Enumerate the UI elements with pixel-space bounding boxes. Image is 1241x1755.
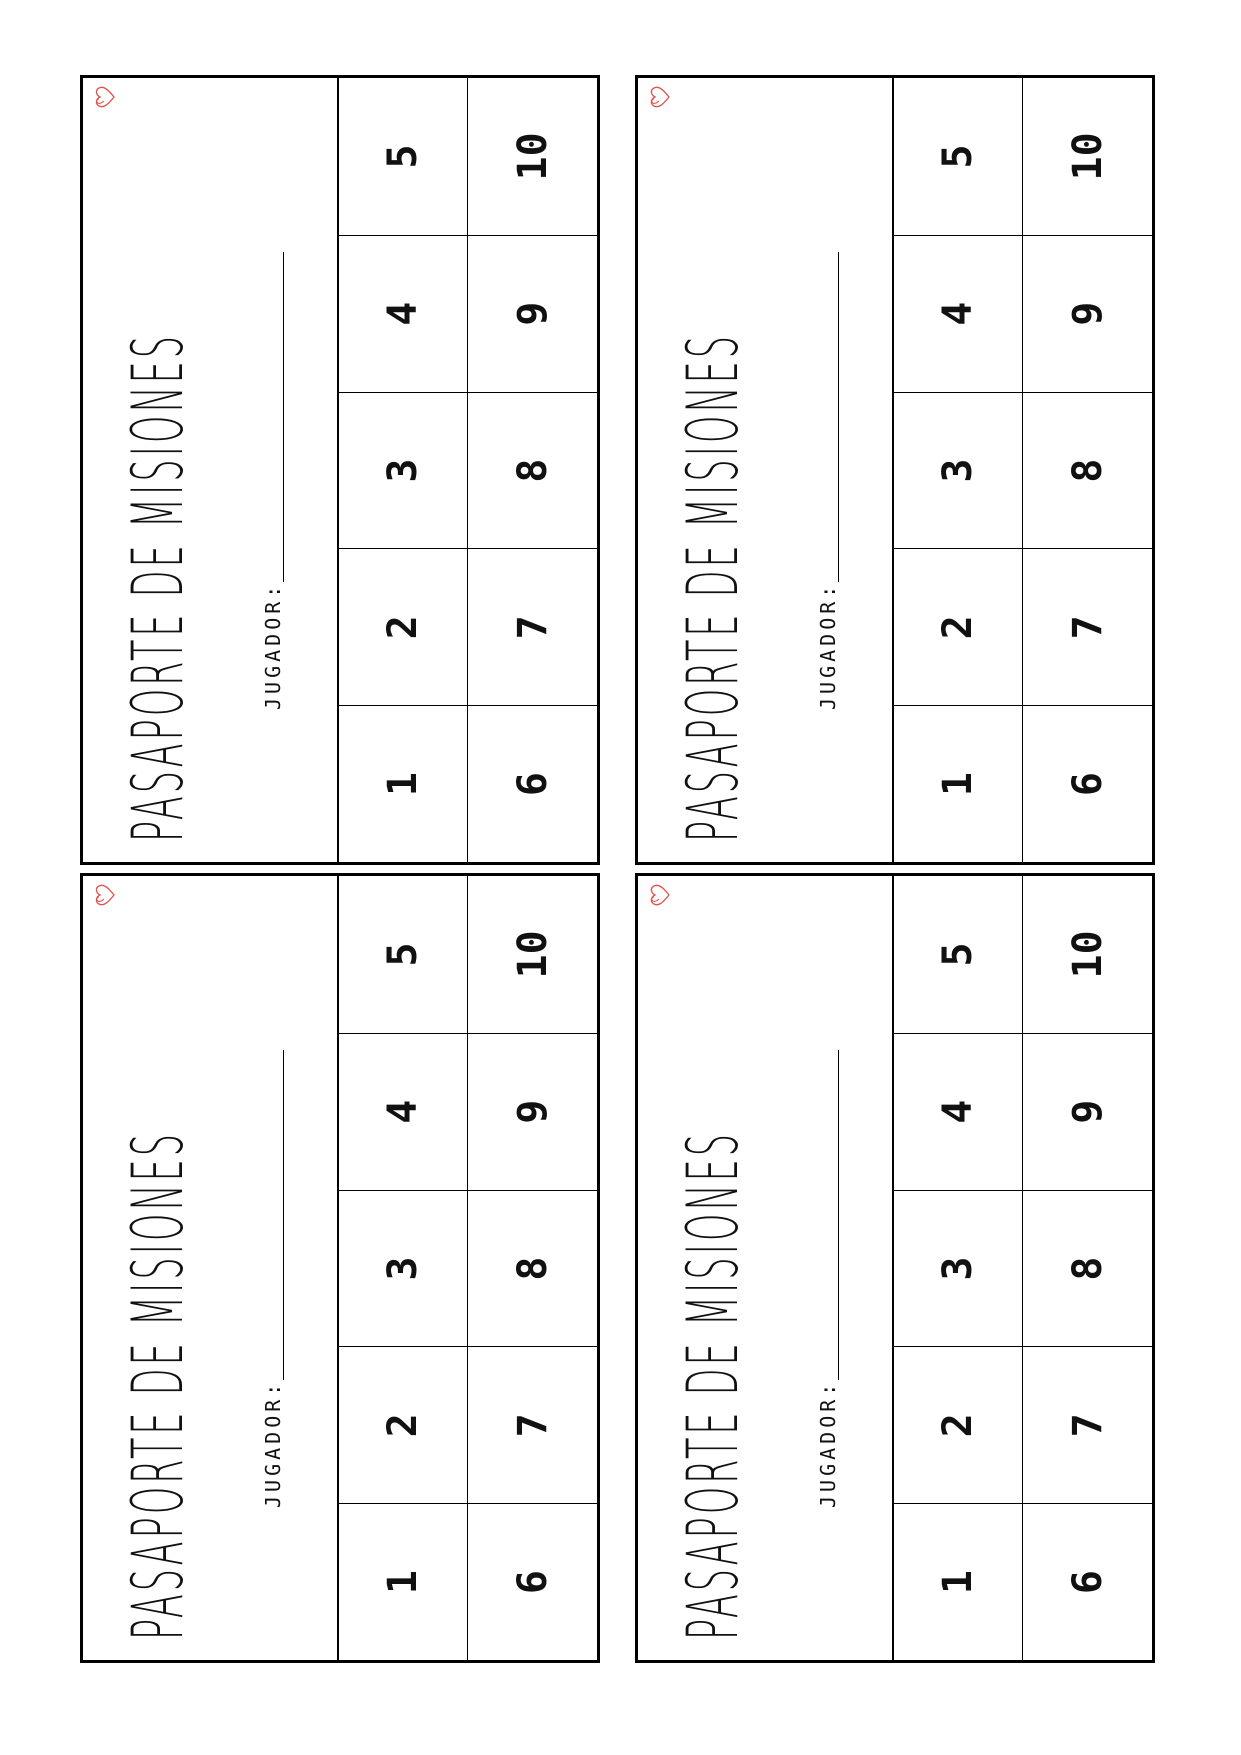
player-label: JUGADOR: [261,581,285,710]
mission-cell: 8 [1023,1190,1152,1347]
card-header [83,78,339,862]
mission-cell: 4 [894,235,1023,392]
passport-card [80,873,600,1663]
passport-title: PASAPORTE DE MISIONES [672,1131,754,1640]
mission-cell: 3 [339,392,468,549]
mission-cell: 10 [509,930,556,979]
mission-cell: 2 [894,548,1023,705]
player-name-line[interactable] [838,1050,839,1380]
mission-cell: 7 [468,1346,597,1503]
mission-cell: 1 [894,705,1023,862]
mission-cell: 10 [1064,930,1111,979]
mission-grid [894,876,1152,1660]
passport-title: PASAPORTE DE MISIONES [117,1131,199,1640]
mission-cell: 8 [468,1190,597,1347]
passport-title: PASAPORTE DE MISIONES [117,333,199,842]
mission-cell: 6 [1023,1503,1152,1660]
mission-grid [339,876,597,1660]
mission-cell: 9 [468,235,597,392]
mission-cell: 5 [894,876,1023,1033]
card-header [638,876,894,1660]
mission-cell: 8 [468,392,597,549]
mission-cell: 6 [1023,705,1152,862]
mission-cell: 9 [1023,1033,1152,1190]
mission-grid [894,78,1152,862]
hearts-icon [646,84,672,110]
mission-cell: 5 [339,78,468,235]
mission-cell: 3 [339,1190,468,1347]
mission-cell: 5 [339,876,468,1033]
mission-cell: 4 [339,1033,468,1190]
mission-cell: 1 [894,1503,1023,1660]
passport-card [80,75,600,865]
card-header [83,876,339,1660]
player-label: JUGADOR: [816,581,840,710]
mission-cell: 10 [1064,132,1111,181]
player-name-line[interactable] [838,252,839,582]
mission-grid [339,78,597,862]
mission-cell: 2 [339,548,468,705]
mission-cell: 4 [894,1033,1023,1190]
mission-cell: 6 [468,705,597,862]
mission-cell: 9 [468,1033,597,1190]
passport-title: PASAPORTE DE MISIONES [672,333,754,842]
mission-cell: 3 [894,392,1023,549]
mission-cell: 2 [339,1346,468,1503]
passport-card [635,75,1155,865]
card-header [638,78,894,862]
mission-cell: 9 [1023,235,1152,392]
mission-cell: 4 [339,235,468,392]
player-name-line[interactable] [283,252,284,582]
mission-cell: 2 [894,1346,1023,1503]
mission-cell: 6 [468,1503,597,1660]
mission-cell: 3 [894,1190,1023,1347]
hearts-icon [91,84,117,110]
mission-cell: 1 [339,705,468,862]
player-label: JUGADOR: [816,1379,840,1508]
hearts-icon [646,882,672,908]
passport-card [635,873,1155,1663]
player-name-line[interactable] [283,1050,284,1380]
player-label: JUGADOR: [261,1379,285,1508]
hearts-icon [91,882,117,908]
mission-cell: 7 [468,548,597,705]
mission-cell: 7 [1023,548,1152,705]
mission-cell: 5 [894,78,1023,235]
mission-cell: 8 [1023,392,1152,549]
mission-cell: 1 [339,1503,468,1660]
mission-cell: 7 [1023,1346,1152,1503]
mission-cell: 10 [509,132,556,181]
